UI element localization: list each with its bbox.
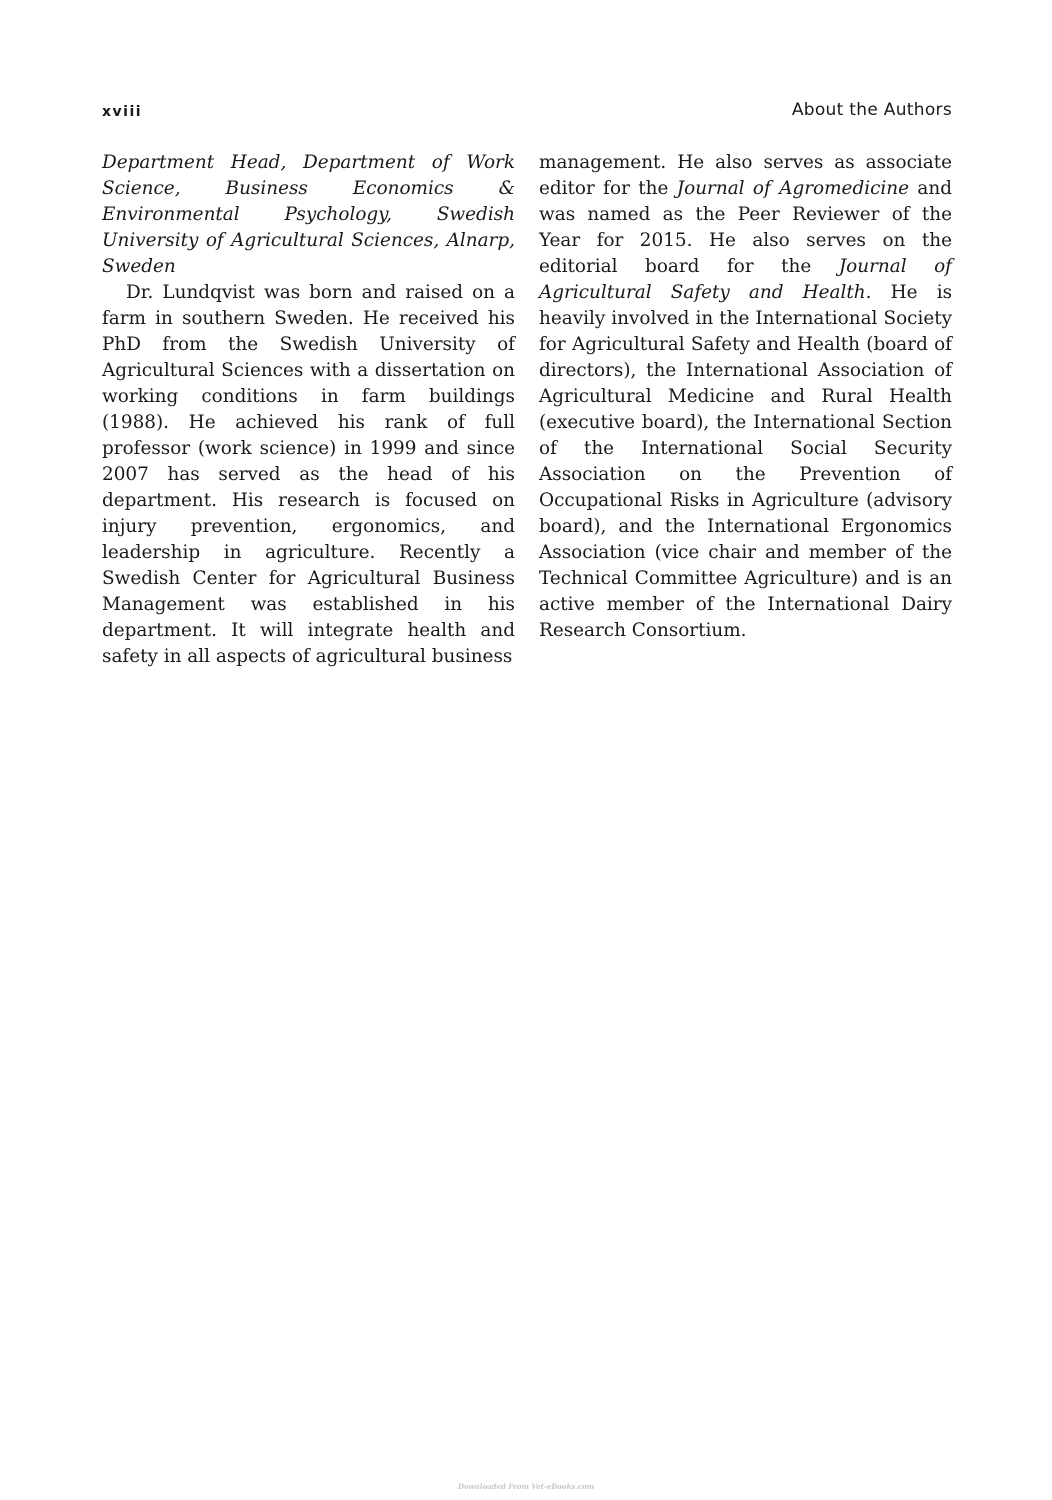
page-number: xviii — [102, 104, 143, 120]
author-bio-continued — [539, 150, 952, 644]
author-bio-start: Dr. Lundqvist was born and raised on a farm in southern Sweden. He received his PhD from the Swedish University of Agricultural Sciences with a dissertation on working conditions in farm buildings (1988). He achieved his rank of full professor (work science) in 1999 and since 2007 has served as the head of his department. His research is focused on injury prevention, ergonomics, and leadership in agriculture. Recently a Swedish Center for Agricultural Business Management was established in his department. It will integrate health and safety in all aspects of agricultural business — [102, 282, 515, 667]
left-column — [102, 150, 515, 670]
bio-text-1: management. He also serves as associate editor for the — [539, 152, 952, 199]
running-head — [102, 100, 952, 126]
download-watermark: Downloaded From Vet-eBooks.com — [457, 1482, 595, 1491]
right-column — [539, 150, 952, 644]
bio-text-3: . He is heavily involved in the International Society for Agricultural Safety and Health (board of directors), the International Association of Agricultural Medicine and Rural Health (executive board), the International Section of the International Social Security Association on the Prevention of Occupational Risks in Agriculture (advisory board), and the International Ergonomics Association (vice chair and member of the Technical Committee Agriculture) and is an active member of the International Dairy Research Consortium. — [539, 282, 953, 641]
section-title: About the Authors — [791, 100, 952, 120]
journal-title-agromedicine: Journal of Agromedicine — [676, 178, 910, 199]
bio-text-2: and was named as the Peer Reviewer of the Year for 2015. He also serves on the editorial board for the — [539, 178, 952, 277]
author-affiliation: Department Head, Department of Work Science, Business Economics & Environmental Psychology, Swedish University of Agricultural Sciences, Alnarp, Sweden — [102, 152, 515, 277]
journal-title-safety-health: Journal of Agricultural Safety and Health — [539, 256, 952, 303]
